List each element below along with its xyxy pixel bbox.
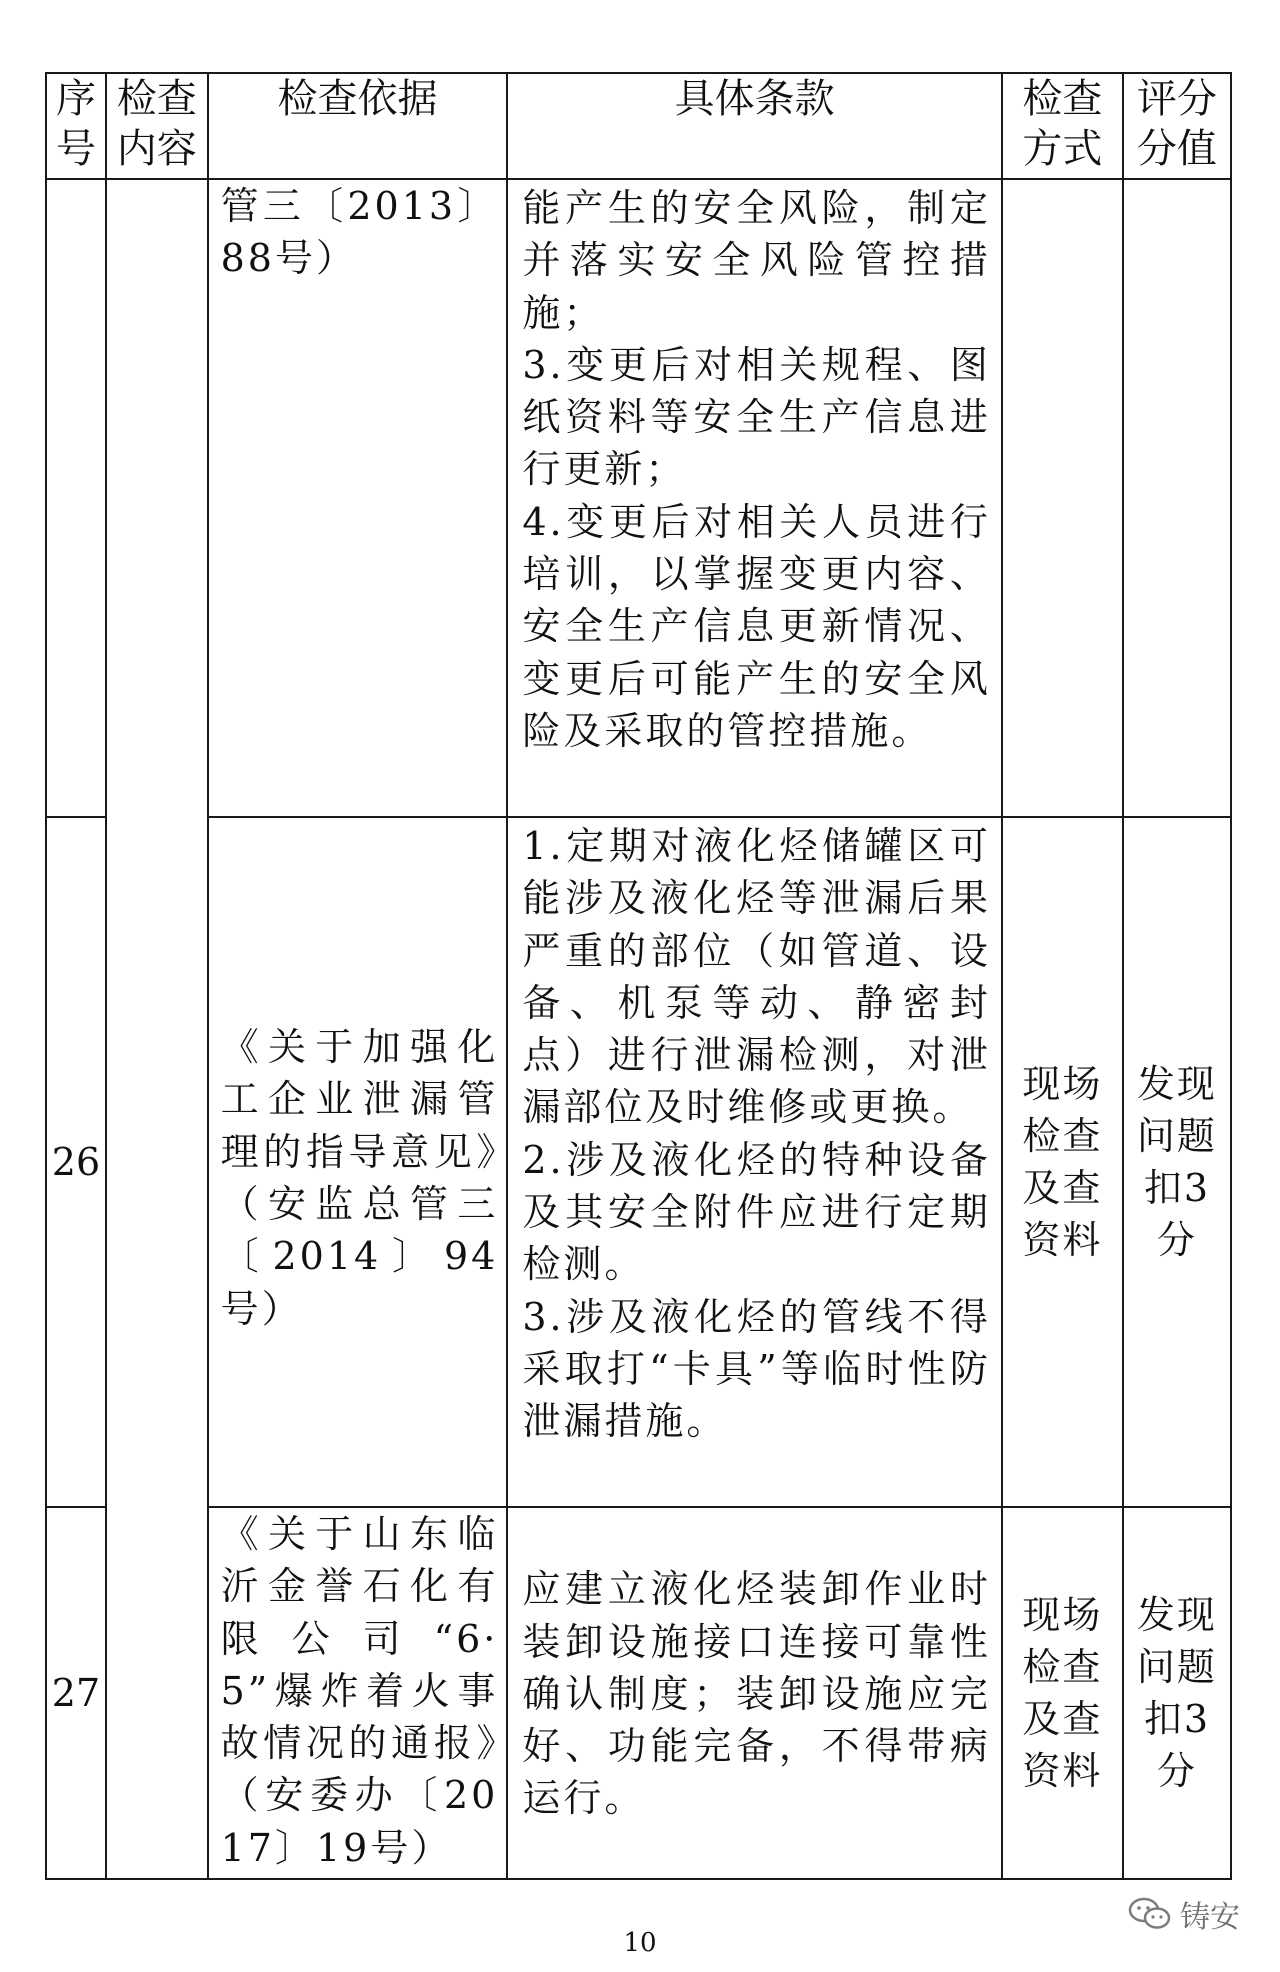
watermark-label: 铸安 <box>1180 1900 1240 1935</box>
score-line: 发现 <box>1136 1062 1217 1106</box>
row-clause <box>507 1507 1002 1879</box>
header-basis: 检查依据 <box>208 73 508 179</box>
table-row <box>46 179 1231 817</box>
header-score <box>1123 73 1231 179</box>
row-clause-text: 应建立液化烃装卸作业时装卸设施接口连接可靠性确认制度；装卸设施应完好、功能完备，不得带病运行。 <box>522 1567 991 1821</box>
method-line: 及查 <box>1022 1166 1103 1210</box>
method-line: 资料 <box>1022 1749 1103 1793</box>
row-basis-text: 管三〔2013〕88号） <box>220 184 499 281</box>
header-seq-line-2: 号 <box>55 126 96 172</box>
header-method-line-2: 方式 <box>1022 126 1103 172</box>
header-content <box>106 73 208 179</box>
row-seq <box>46 179 106 817</box>
table-row <box>46 1507 1231 1879</box>
row-score <box>1123 817 1231 1507</box>
row-clause <box>507 179 1002 817</box>
header-score-line-2: 分值 <box>1136 126 1217 172</box>
row-seq: 27 <box>46 1507 106 1879</box>
wechat-icon <box>1128 1896 1172 1932</box>
score-line: 分 <box>1156 1218 1197 1262</box>
row-basis-text: 《关于加强化工企业泄漏管理的指导意见》（安监总管三〔2014〕94号） <box>220 1025 499 1331</box>
header-seq-line-1: 序 <box>55 76 96 122</box>
row-method <box>1002 817 1123 1507</box>
header-seq <box>46 73 106 179</box>
row-method <box>1002 1507 1123 1879</box>
header-clause: 具体条款 <box>507 73 1002 179</box>
row-basis <box>208 817 508 1507</box>
row-clause-text: 1.定期对液化烃储罐区可能涉及液化烃等泄漏后果严重的部位（如管道、设备、机泵等动、静密封点）进行泄漏检测，对泄漏部位及时维修或更换。 2.涉及液化烃的特种设备及其安全附件应进行定期检测。 3.涉及液化烃的管线不得采取打“卡具”等临时性防泄漏措施。 <box>522 824 991 1444</box>
method-line: 现场 <box>1022 1062 1103 1106</box>
row-clause-text: 能产生的安全风险，制定并落实安全风险管控措施； 3.变更后对相关规程、图纸资料等安全生产信息进行更新； 4.变更后对相关人员进行培训，以掌握变更内容、安全生产信息更新情况、变更后可能产生的安全风险及采取的管控措施。 <box>522 186 991 753</box>
table-row <box>46 817 1231 1507</box>
method-line: 检查 <box>1022 1114 1103 1158</box>
method-line: 及查 <box>1022 1697 1103 1741</box>
header-content-line-1: 检查 <box>116 76 197 122</box>
page-number: 10 <box>623 1928 657 1958</box>
header-method-line-1: 检查 <box>1022 76 1103 122</box>
score-line: 问题 <box>1136 1645 1217 1689</box>
row-method <box>1002 179 1123 817</box>
row-basis-text: 《关于山东临沂金誉石化有限公司“6·5”爆炸着火事故情况的通报》（安委办〔2017〕19号） <box>220 1512 499 1870</box>
row-basis <box>208 179 508 817</box>
inspection-table <box>45 72 1232 1880</box>
row-score <box>1123 1507 1231 1879</box>
table-header-row <box>46 73 1231 179</box>
row-score <box>1123 179 1231 817</box>
row-seq: 26 <box>46 817 106 1507</box>
score-line: 问题 <box>1136 1114 1217 1158</box>
score-line: 扣3 <box>1143 1697 1211 1741</box>
row-clause <box>507 817 1002 1507</box>
row-content-merged <box>106 179 208 1879</box>
score-line: 分 <box>1156 1749 1197 1793</box>
method-line: 资料 <box>1022 1218 1103 1262</box>
method-line: 现场 <box>1022 1593 1103 1637</box>
header-content-line-2: 内容 <box>116 126 197 172</box>
row-basis <box>208 1507 508 1879</box>
score-line: 扣3 <box>1143 1166 1211 1210</box>
header-method <box>1002 73 1123 179</box>
method-line: 检查 <box>1022 1645 1103 1689</box>
header-score-line-1: 评分 <box>1136 76 1217 122</box>
score-line: 发现 <box>1136 1593 1217 1637</box>
